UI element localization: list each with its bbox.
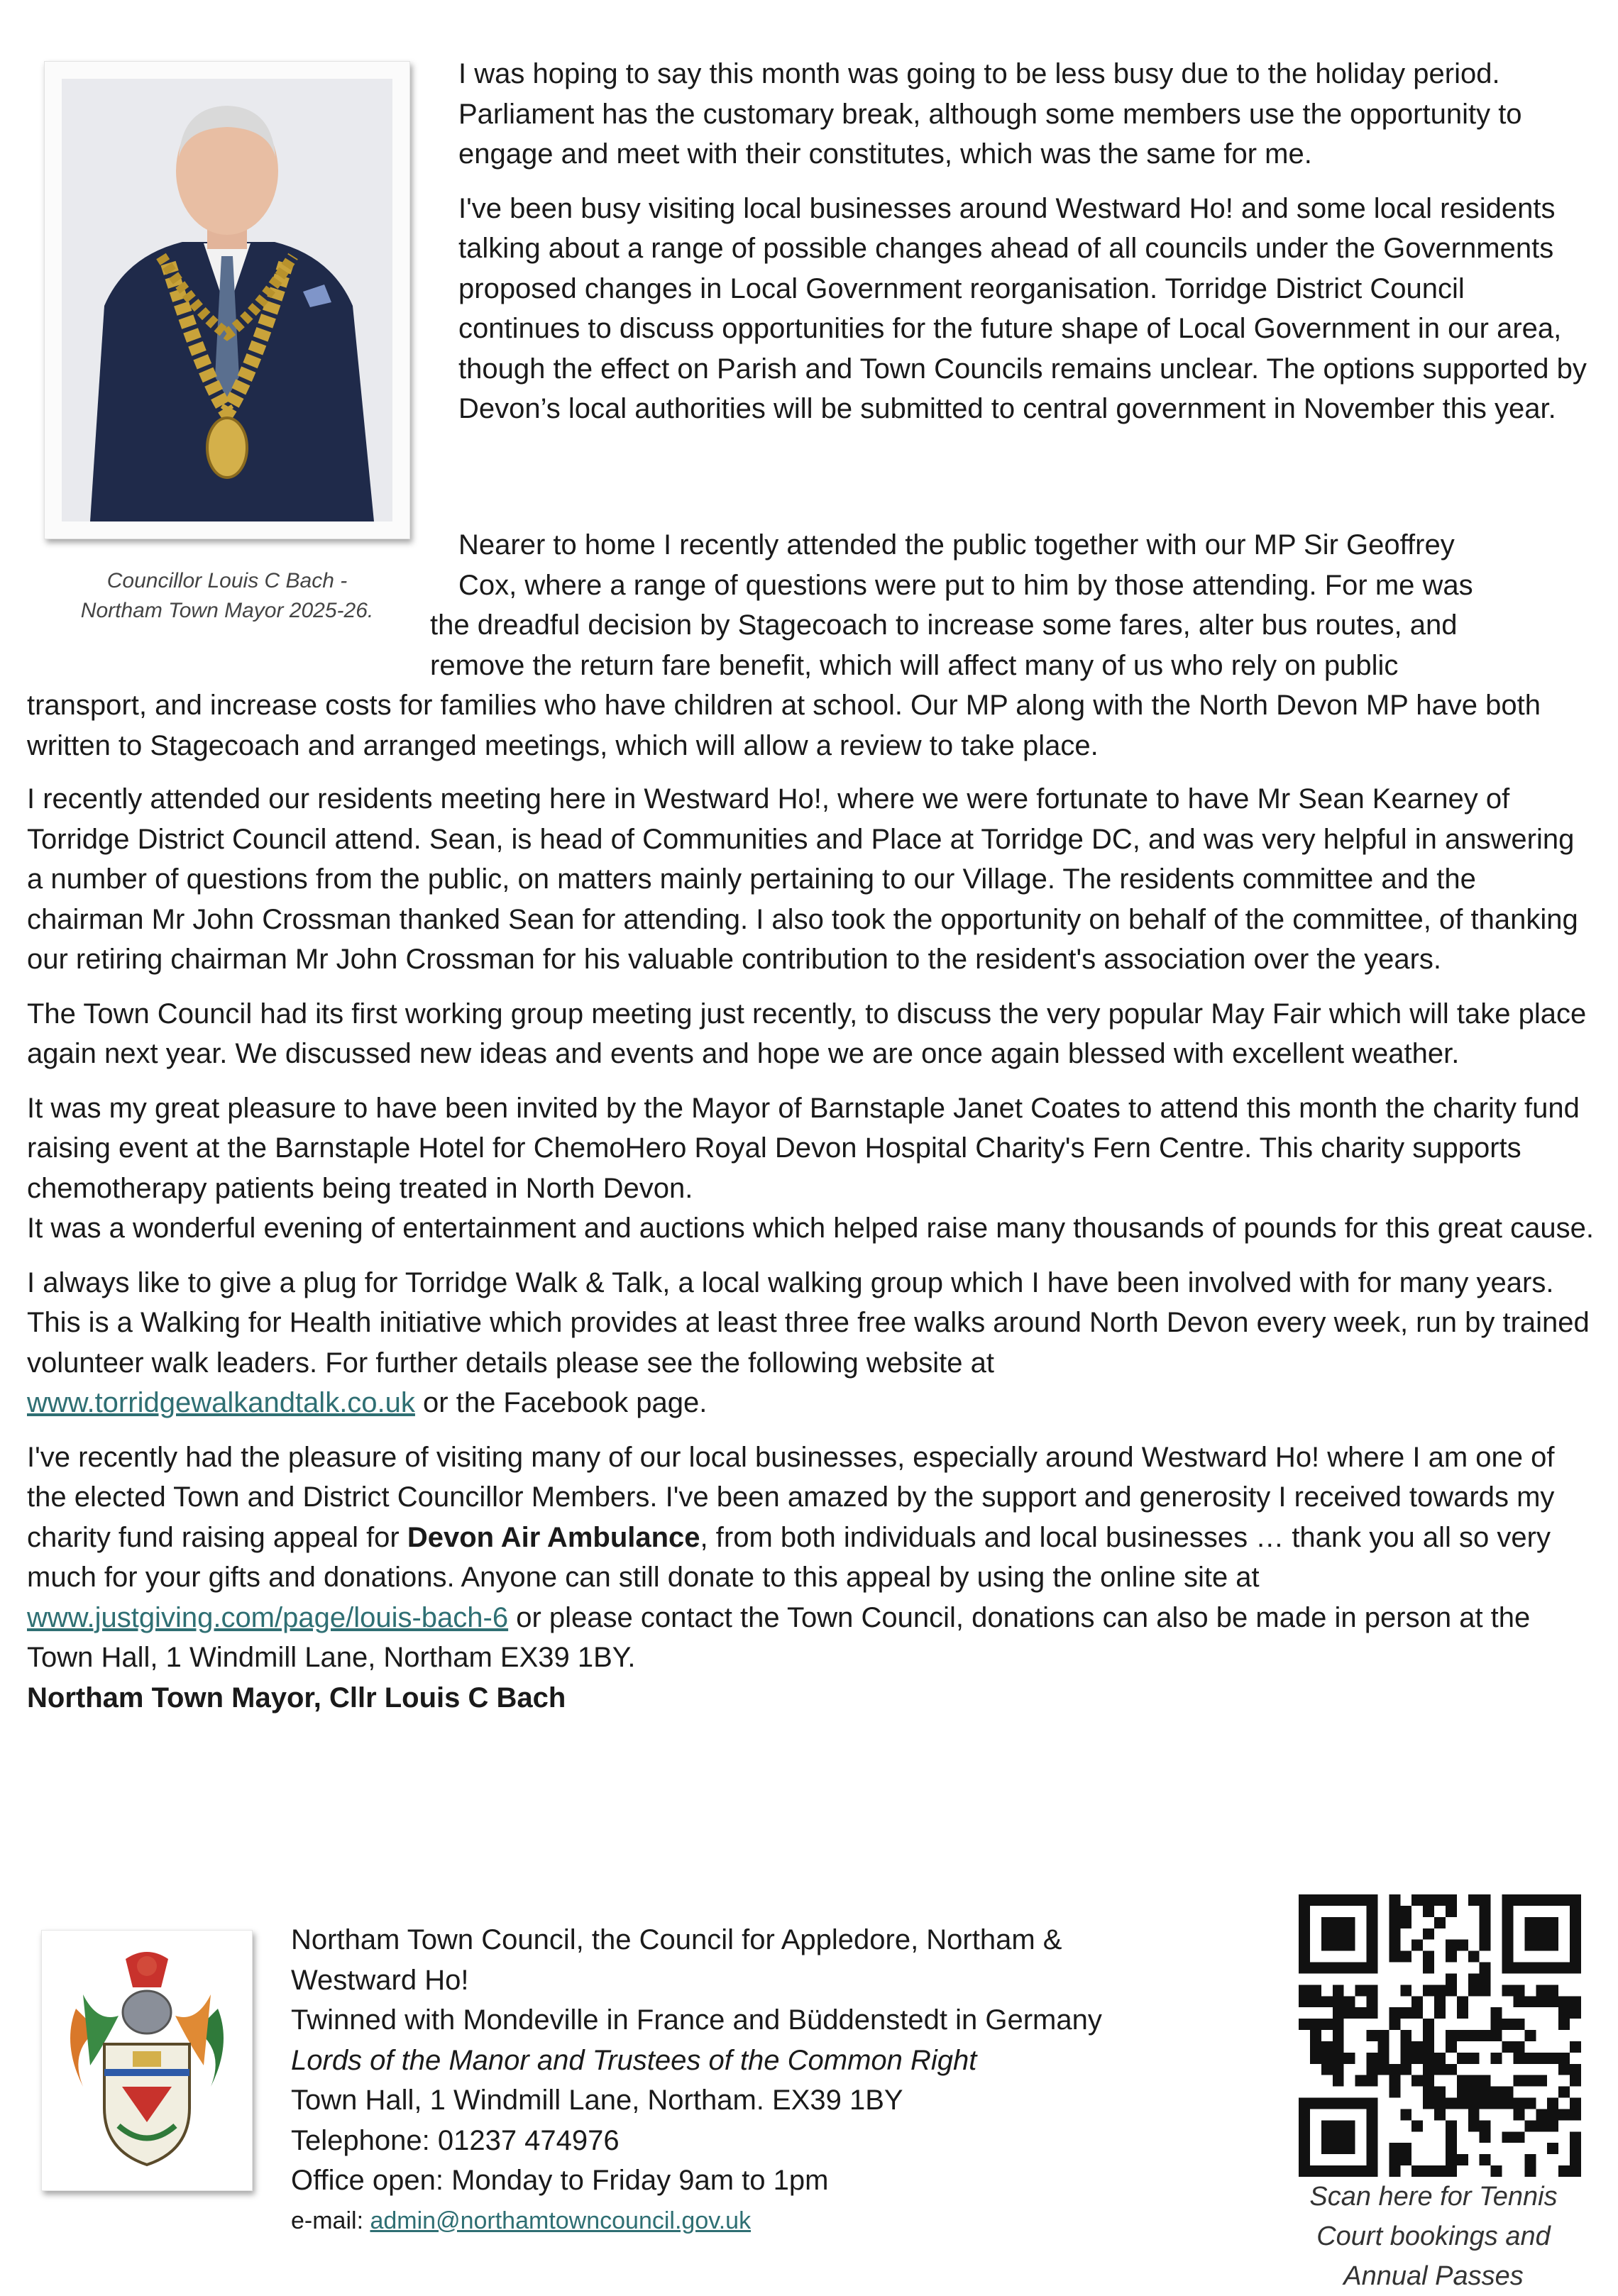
text: I've recently had the pleasure of visiting many of our local businesses, especially around Westward Ho! where I am one of the elected Town and District Councillor Members. I've been amazed by the support and generosity I received towards my charity fund raising appeal for	[27, 1441, 1555, 1553]
qr-module	[1524, 2165, 1536, 2177]
qr-module	[1367, 1996, 1378, 2007]
qr-module	[1446, 2131, 1457, 2143]
line: Nearer to home I recently attended the public together with our MP Sir Geoffrey	[458, 529, 1455, 561]
qr-module	[1491, 2030, 1502, 2041]
qr-module	[1310, 2053, 1321, 2064]
qr-module	[1468, 2120, 1480, 2131]
qr-module	[1480, 1940, 1491, 1951]
qr-module	[1457, 2075, 1468, 2087]
qr-module	[1389, 2019, 1400, 2030]
qr-module	[1310, 2030, 1321, 2041]
qr-module	[1513, 1985, 1524, 1996]
qr-module	[1400, 2064, 1411, 2075]
qr-module	[1480, 1928, 1491, 1940]
text: It was a wonderful evening of entertainment and auctions which helped raise many thousands of pounds for this great cause.	[27, 1213, 1595, 1244]
photo-caption-line: Northam Town Mayor 2025-26.	[80, 599, 374, 622]
crest-frame	[41, 1930, 253, 2191]
qr-module	[1558, 2019, 1570, 2030]
qr-module	[1570, 2165, 1581, 2177]
text: It was my great pleasure to have been invited by the Mayor of Barnstaple Janet Coates to attend this month the charity fund raising event at the Barnstaple Hotel for ChemoHero Royal Devon Hospital Charity's Fern Centre. This charity supports chemotherapy patients being treated in North Devon.	[27, 1092, 1580, 1204]
email-line	[291, 2201, 1235, 2241]
qr-module	[1299, 1985, 1310, 1996]
qr-module	[1570, 2064, 1581, 2075]
qr-module	[1377, 2041, 1389, 2053]
justgiving-link[interactable]: www.justgiving.com/page/louis-bach-6	[27, 1601, 509, 1633]
qr-module	[1434, 2007, 1446, 2019]
bold-text: Devon Air Ambulance	[407, 1521, 700, 1553]
qr-module	[1570, 2143, 1581, 2154]
paragraph: I've been busy visiting local businesses around Westward Ho! and some local residents talking about a range of possible changes ahead of all councils under the Governments proposed changes in Local Government reorganisation. Torridge District Council continues to discuss opportunities for the future shape of Local Government in our area, though the effect on Parish and Town Councils remains unclear. The options supported by Devon’s local authorities will be submitted to central government in November this year.	[458, 192, 1587, 424]
qr-module	[1299, 2019, 1310, 2030]
qr-module	[1558, 2087, 1570, 2098]
qr-module	[1377, 2053, 1389, 2064]
qr-caption-line: Scan here for Tennis	[1309, 2182, 1558, 2212]
qr-module	[1570, 2131, 1581, 2143]
qr-module	[1468, 2087, 1480, 2098]
qr-module	[1389, 1940, 1400, 1951]
qr-module	[1389, 1928, 1400, 1940]
qr-module	[1457, 1940, 1468, 1951]
qr-module	[1411, 2053, 1423, 2064]
qr-module	[1502, 2041, 1514, 2053]
qr-module	[1423, 2041, 1434, 2053]
qr-module	[1468, 1985, 1480, 1996]
qr-module	[1411, 2007, 1423, 2019]
qr-module	[1434, 1996, 1446, 2007]
qr-module	[1389, 2087, 1400, 2098]
qr-module	[1468, 2030, 1480, 2041]
qr-module	[1457, 2053, 1468, 2064]
qr-module	[1355, 2007, 1367, 2019]
main-text	[27, 779, 1595, 1718]
qr-module	[1389, 1906, 1400, 1917]
qr-module	[1321, 2053, 1333, 2064]
qr-module	[1524, 2053, 1536, 2064]
qr-module	[1547, 2120, 1558, 2131]
qr-module	[1558, 2165, 1570, 2177]
qr-module	[1547, 1996, 1558, 2007]
qr-module	[1434, 1985, 1446, 1996]
qr-module	[1434, 2098, 1446, 2109]
qr-module	[1423, 1985, 1434, 1996]
qr-module	[1558, 2064, 1570, 2075]
qr-module	[1400, 1985, 1411, 1996]
qr-module	[1480, 1985, 1491, 1996]
mayor-photo-frame	[44, 61, 410, 539]
qr-module	[1480, 2098, 1491, 2109]
qr-module	[1513, 2053, 1524, 2064]
qr-caption-line: Court bookings and	[1316, 2222, 1551, 2251]
walk-talk-link[interactable]: www.torridgewalkandtalk.co.uk	[27, 1387, 415, 1418]
qr-module	[1536, 1996, 1547, 2007]
qr-module	[1480, 2030, 1491, 2041]
qr-module	[1480, 2075, 1491, 2087]
qr-module	[1389, 1894, 1400, 1906]
qr-module	[1333, 2041, 1344, 2053]
qr-module	[1547, 2109, 1558, 2120]
qr-module	[1468, 2075, 1480, 2087]
qr-module	[1480, 2131, 1491, 2143]
qr-module	[1434, 1894, 1446, 1906]
qr-module	[1547, 1985, 1558, 1996]
qr-module	[1389, 2143, 1400, 2154]
qr-module	[1389, 2154, 1400, 2165]
qr-module	[1536, 2120, 1547, 2131]
qr-module	[1389, 1917, 1400, 1928]
qr-module	[1333, 1985, 1344, 1996]
qr-module	[1524, 2030, 1536, 2041]
qr-module	[1423, 1951, 1434, 1963]
qr-module	[1558, 1996, 1570, 2007]
qr-module	[1411, 1894, 1423, 1906]
qr-caption-line: Annual Passes	[1343, 2261, 1524, 2291]
qr-module	[1400, 2143, 1411, 2154]
qr-module	[1367, 2053, 1378, 2064]
qr-module	[1468, 2053, 1480, 2064]
qr-module	[1457, 2098, 1468, 2109]
qr-module	[1524, 1996, 1536, 2007]
qr-module	[1446, 2165, 1457, 2177]
qr-module	[1502, 2098, 1514, 2109]
qr-module	[1570, 2041, 1581, 2053]
paragraph	[27, 1088, 1595, 1249]
qr-module	[1389, 2075, 1400, 2087]
qr-module	[1411, 2165, 1423, 2177]
qr-module	[1513, 2019, 1524, 2030]
qr-module	[1389, 2007, 1400, 2019]
qr-module	[1367, 2007, 1378, 2019]
wrap-paragraph	[27, 525, 1588, 766]
qr-module	[1321, 2064, 1333, 2075]
qr-module	[1570, 2109, 1581, 2120]
qr-module	[1558, 2053, 1570, 2064]
qr-module	[1389, 2064, 1400, 2075]
qr-module	[1491, 2165, 1502, 2177]
text: or please contact the Town Council, donations can also be made in person at the Town Hall, 1 Windmill Lane, Northam EX39 1BY.	[27, 1601, 1531, 1673]
qr-module	[1536, 2109, 1547, 2120]
qr-module	[1457, 1996, 1468, 2007]
qr-module	[1468, 2109, 1480, 2120]
qr-module	[1502, 2019, 1514, 2030]
qr-module	[1502, 1985, 1514, 1996]
qr-module	[1446, 2030, 1457, 2041]
qr-module	[1457, 2030, 1468, 2041]
qr-module	[1536, 2053, 1547, 2064]
qr-module	[1446, 1951, 1457, 1963]
qr-module	[1423, 2019, 1434, 2030]
qr-module	[1446, 1894, 1457, 1906]
qr-module	[1513, 2109, 1524, 2120]
qr-module	[1446, 1973, 1457, 1985]
qr-module	[1321, 2041, 1333, 2053]
footer-line: Northam Town Council, the Council for Appledore, Northam &	[291, 1924, 1062, 1955]
qr-module	[1423, 2075, 1434, 2087]
qr-module	[1480, 1973, 1491, 1985]
qr-module	[1570, 2007, 1581, 2019]
footer-line: Twinned with Mondeville in France and Büddenstedt in Germany	[291, 2004, 1102, 2036]
qr-module	[1411, 1940, 1423, 1951]
qr-module	[1333, 2075, 1344, 2087]
qr-module	[1468, 2098, 1480, 2109]
intro-text	[458, 54, 1594, 443]
qr-module	[1333, 1996, 1344, 2007]
qr-module	[1333, 2007, 1344, 2019]
qr-module	[1457, 2007, 1468, 2019]
qr-module	[1321, 1996, 1333, 2007]
qr-module	[1524, 2120, 1536, 2131]
signature: Northam Town Mayor, Cllr Louis C Bach	[27, 1682, 566, 1713]
qr-module	[1389, 2165, 1400, 2177]
qr-module	[1434, 2109, 1446, 2120]
qr-module	[1446, 2120, 1457, 2131]
qr-module	[1400, 1951, 1411, 1963]
qr-module	[1570, 2075, 1581, 2087]
line: remove the return fare benefit, which will affect many of us who rely on public	[430, 649, 1399, 681]
qr-caption	[1270, 2177, 1597, 2296]
paragraph: I recently attended our residents meeting here in Westward Ho!, where we were fortunate to have Mr Sean Kearney of Torridge District Council attend. Sean, is head of Communities and Place at Torridge DC, and was very helpful in answering a number of questions from the public, on matters mainly pertaining to our Village. The residents committee and the chairman Mr John Crossman thanked Sean for attending. I also took the opportunity on behalf of the committee, of thanking our retiring chairman Mr John Crossman for his valuable contribution to the resident's association over the years.	[27, 783, 1578, 975]
qr-module	[1491, 2087, 1502, 2098]
qr-module	[1389, 1951, 1400, 1963]
qr-module	[1310, 1985, 1321, 1996]
qr-module	[1367, 2075, 1378, 2087]
qr-module	[1333, 2064, 1344, 2075]
qr-module	[1344, 1996, 1355, 2007]
text: , from both individuals and local businesses … thank you all so very much for your gifts and donations. Anyone can still donate to this appeal by using the online site at	[27, 1521, 1551, 1593]
qr-module	[1321, 2019, 1333, 2030]
council-crest-icon	[55, 1945, 239, 2176]
qr-module	[1446, 2143, 1457, 2154]
qr-module	[1310, 1996, 1321, 2007]
qr-module	[1333, 2030, 1344, 2041]
qr-module	[1480, 1906, 1491, 1917]
qr-module	[1536, 1985, 1547, 1996]
qr-module	[1423, 2053, 1434, 2064]
qr-module	[1547, 2143, 1558, 2154]
qr-module	[1310, 2019, 1321, 2030]
qr-module	[1333, 2019, 1344, 2030]
qr-module	[1524, 2075, 1536, 2087]
qr-module	[1446, 1906, 1457, 1917]
qr-module	[1400, 1906, 1411, 1917]
qr-module	[1400, 1917, 1411, 1928]
qr-module	[1480, 2120, 1491, 2131]
qr-module	[1333, 2053, 1344, 2064]
qr-module	[1468, 1951, 1480, 1963]
qr-module	[1558, 2109, 1570, 2120]
qr-module	[1558, 2007, 1570, 2019]
qr-module	[1377, 2030, 1389, 2041]
qr-module	[1524, 2098, 1536, 2109]
qr-module	[1547, 2053, 1558, 2064]
qr-module	[1446, 2154, 1457, 2165]
qr-module	[1434, 2087, 1446, 2098]
telephone: Telephone: 01237 474976	[291, 2124, 620, 2156]
paragraph: I was hoping to say this month was going to be less busy due to the holiday period. Parliament has the customary break, although some members use the opportunity to engage and meet with their constitutes, which was the same for me.	[458, 58, 1522, 170]
qr-module	[1423, 2030, 1434, 2041]
qr-module	[1570, 2154, 1581, 2165]
qr-module	[1400, 2053, 1411, 2064]
qr-module	[1446, 2041, 1457, 2053]
qr-module	[1423, 1963, 1434, 1974]
qr-module	[1423, 2064, 1434, 2075]
photo-caption-line: Councillor Louis C Bach -	[106, 569, 348, 592]
qr-module	[1400, 2007, 1411, 2019]
qr-module	[1513, 2098, 1524, 2109]
qr-module	[1524, 2154, 1536, 2165]
qr-module	[1468, 1973, 1480, 1985]
paragraph	[27, 1437, 1595, 1678]
qr-module	[1423, 1928, 1434, 1940]
qr-module	[1457, 2087, 1468, 2098]
qr-module	[1446, 1940, 1457, 1951]
qr-module	[1344, 2053, 1355, 2064]
qr-module	[1570, 1996, 1581, 2007]
qr-module	[1434, 1917, 1446, 1928]
qr-module	[1502, 2087, 1514, 2098]
line: Cox, where a range of questions were put to him by those attending. For me was	[458, 569, 1473, 601]
text: I always like to give a plug for Torridge Walk & Talk, a local walking group which I have been involved with for many years. This is a Walking for Health initiative which provides at least three free walks around North Devon every week, run by trained volunteer walk leaders. For further details please see the following website at	[27, 1266, 1590, 1379]
qr-module	[1367, 1985, 1378, 1996]
qr-module	[1446, 1985, 1457, 1996]
qr-code[interactable]	[1299, 1894, 1581, 2177]
line: transport, and increase costs for families who have children at school. Our MP along with the North Devon MP have both written to Stagecoach and arranged meetings, which will allow a review to take place.	[27, 690, 1541, 761]
qr-module	[1513, 2041, 1524, 2053]
qr-module	[1446, 2098, 1457, 2109]
qr-module	[1423, 2165, 1434, 2177]
qr-module	[1355, 1985, 1367, 1996]
qr-module	[1491, 2019, 1502, 2030]
qr-module	[1411, 1996, 1423, 2007]
qr-module	[1411, 2075, 1423, 2087]
qr-module	[1513, 2131, 1524, 2143]
qr-module	[1491, 2053, 1502, 2064]
qr-module	[1480, 2154, 1491, 2165]
footer-line: Town Hall, 1 Windmill Lane, Northam. EX39 1BY	[291, 2085, 903, 2116]
qr-module	[1411, 2041, 1423, 2053]
qr-module	[1480, 1894, 1491, 1906]
qr-module	[1536, 2075, 1547, 2087]
footer-line: Westward Ho!	[291, 1964, 469, 1996]
qr-module	[1423, 1906, 1434, 1917]
qr-module	[1310, 2041, 1321, 2053]
text: or the Facebook page.	[414, 1387, 708, 1418]
qr-module	[1570, 2098, 1581, 2109]
qr-module	[1434, 2053, 1446, 2064]
line: the dreadful decision by Stagecoach to increase some fares, alter bus routes, and	[430, 609, 1458, 641]
mayor-photo	[62, 79, 392, 521]
qr-module	[1423, 2087, 1434, 2098]
qr-module	[1400, 2041, 1411, 2053]
qr-module	[1491, 2098, 1502, 2109]
email-link[interactable]: admin@northamtowncouncil.gov.uk	[370, 2207, 752, 2234]
qr-module	[1457, 2154, 1468, 2165]
qr-module	[1446, 2064, 1457, 2075]
office-hours: Office open: Monday to Friday 9am to 1pm	[291, 2165, 829, 2196]
qr-module	[1491, 2007, 1502, 2019]
qr-module	[1423, 1894, 1434, 1906]
qr-module	[1434, 2165, 1446, 2177]
qr-module	[1513, 1996, 1524, 2007]
qr-module	[1344, 2007, 1355, 2019]
qr-module	[1480, 1917, 1491, 1928]
qr-module	[1367, 2030, 1378, 2041]
qr-module	[1480, 1963, 1491, 1974]
paragraph: The Town Council had its first working group meeting just recently, to discuss the very popular May Fair which will take place again next year. We discussed new ideas and events and hope we are once again blessed with excellent weather.	[27, 998, 1587, 1069]
qr-module	[1400, 2030, 1411, 2041]
qr-module	[1513, 2075, 1524, 2087]
qr-module	[1299, 1996, 1310, 2007]
qr-module	[1423, 2098, 1434, 2109]
qr-module	[1468, 1894, 1480, 1906]
qr-module	[1480, 2087, 1491, 2098]
qr-module	[1400, 2109, 1411, 2120]
qr-module	[1377, 2064, 1389, 2075]
qr-module	[1547, 2098, 1558, 2109]
qr-module	[1434, 2064, 1446, 2075]
qr-module	[1355, 2075, 1367, 2087]
council-contact	[291, 1920, 1235, 2241]
footer-line: Lords of the Manor and Trustees of the Common Right	[291, 2044, 977, 2076]
qr-module	[1411, 2120, 1423, 2131]
paragraph	[27, 1263, 1595, 1423]
qr-module	[1502, 2131, 1514, 2143]
email-label: e-mail:	[291, 2207, 370, 2234]
qr-module	[1400, 2154, 1411, 2165]
qr-module	[1367, 2064, 1378, 2075]
